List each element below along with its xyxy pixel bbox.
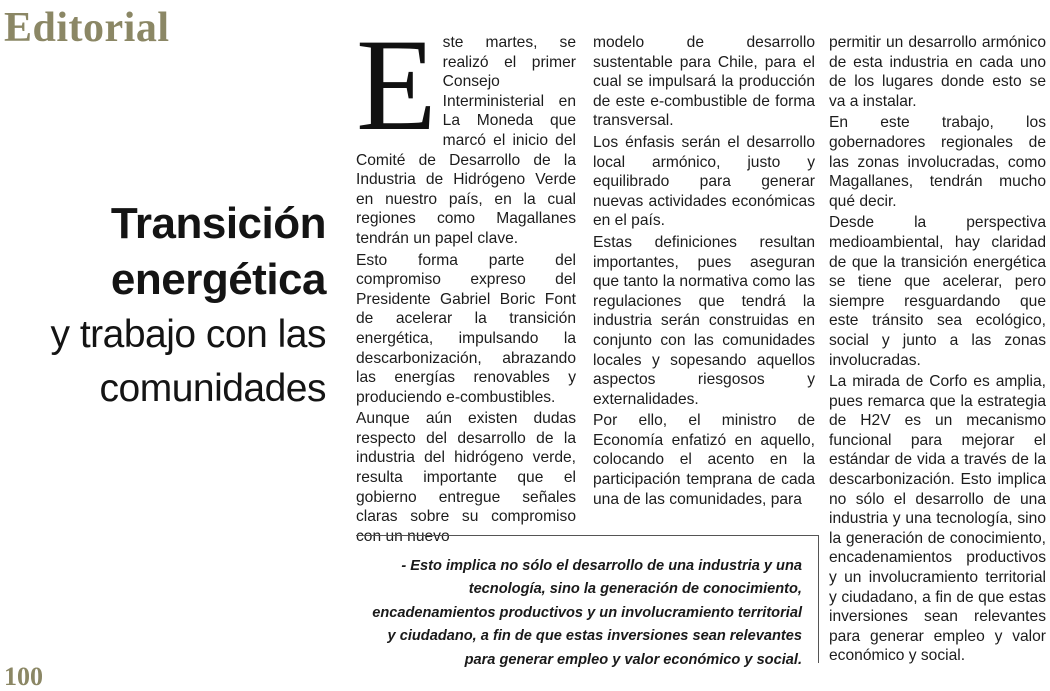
paragraph: En este trabajo, los gobernadores regionales de las zonas involucradas, como Magallanes, tendrán mucho qué decir. [829, 114, 1046, 210]
paragraph: permitir un desarrollo armónico de esta industria en cada uno de los lugares donde esto se va a instalar. [829, 34, 1046, 110]
section-label: Editorial [4, 5, 170, 51]
paragraph: Desde la perspectiva medioambiental, hay claridad de que la transición energética se tiene que acelerar, pero siempre resguardando que este tránsito sea ecológico, social y junto a las zonas involucradas. [829, 214, 1046, 369]
headline-line-4: comunidades [99, 367, 326, 410]
paragraph: Aunque aún existen dudas respecto del desarrollo de la industria del hidrógeno verde, resulta importante que el gobierno entregue señales claras sobre su compromiso con un nuevo [356, 410, 576, 545]
paragraph: Esto forma parte del compromiso expreso del Presidente Gabriel Boric Font de acelerar la transición energética, impulsando la descarbonización, abrazando las energías renovables y produciendo e-combustibles. [356, 251, 576, 406]
paragraph: Estas definiciones resultan importantes, pues aseguran que tanto la normativa como las regulaciones que tendrá la industria serán construidas en conjunto con las comunidades locales y sopesando aquellos aspectos riesgosos y externalidades. [593, 233, 815, 408]
paragraph: La mirada de Corfo es amplia, pues remarca que la estrategia de H2V es un mecanismo funcional para mejorar el estándar de vida a través de la descarbonización. Esto implica no sólo el desarrollo de una industria y una tecnología, sino la generación de conocimiento, encadenamientos productivos y un involucramiento territorial y ciudadano, a fin de que estas inversiones sean relevantes para generar empleo y valor económico y social. [829, 373, 1046, 665]
paragraph-text: ste martes, se realizó el primer Consejo Interministerial en La Moneda que marcó el inicio del Comité de Desarrollo de la Industria de Hidrógeno Verde en nuestro país, en la cual regiones como Magallanes tendrán un papel clave. [356, 34, 576, 247]
article-column-2 [593, 33, 815, 511]
headline-line-2: energética [110, 255, 326, 304]
headline-line-1: Transición [110, 199, 326, 248]
article-column-3 [829, 33, 1046, 668]
headline-line-3: y trabajo con las [50, 313, 326, 356]
article-column-1 [356, 11, 576, 548]
pull-quote: - Esto implica no sólo el desarrollo de una industria y una tecnología, sino la generación de conocimiento, encadenamientos productivos y un involucramiento territorial y ciudadano, a fin de que estas inversiones sean relevantes para generar empleo y valor económico y social. [372, 558, 802, 668]
paragraph [356, 11, 576, 249]
headline [0, 196, 326, 416]
paragraph: Por ello, el ministro de Economía enfatizó en aquello, colocando el acento en la participación temprana de cada una de las comunidades, para [593, 412, 815, 508]
paragraph: Los énfasis serán el desarrollo local armónico, justo y equilibrado para generar nuevas actividades económicas en el país. [593, 133, 815, 230]
drop-cap: E [356, 11, 437, 158]
paragraph: modelo de desarrollo sustentable para Chile, para el cual se impulsará la producción de este e-combustible de forma transversal. [593, 34, 815, 130]
page-number: 100 [4, 662, 43, 691]
